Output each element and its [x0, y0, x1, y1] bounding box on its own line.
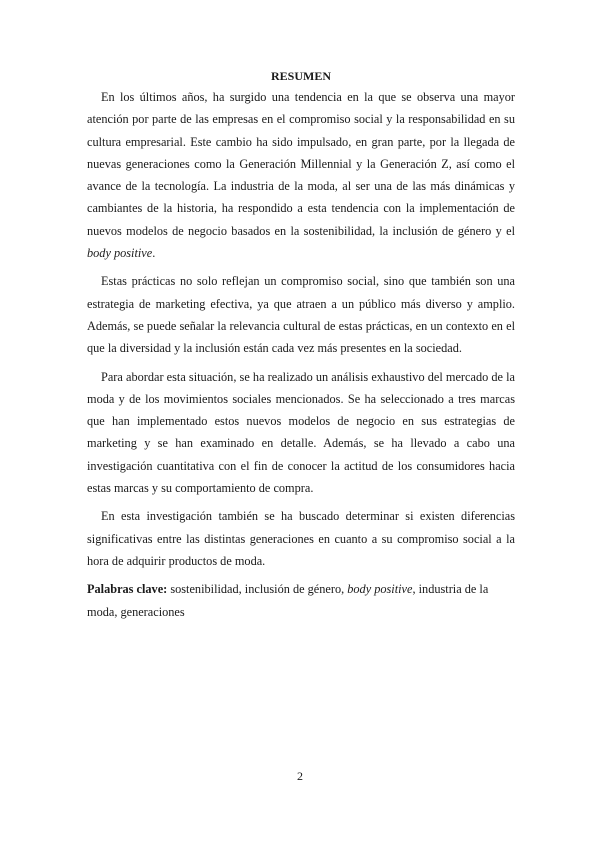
section-title: RESUMEN — [270, 69, 331, 83]
paragraph-text: Para abordar esta situación, se ha realizado un análisis exhaustivo del mercado de la moda y de los movimientos sociales mencionados. Se ha seleccionado a tres marcas que han implementado estos nuevos modelos de negocio en sus estrategias de marketing y se han examinado en detalle. Además, se ha llevado a cabo una investigación cuantitativa con el fin de conocer la actitud de los consumidores hacia estas marcas y su comportamiento de compra. — [87, 369, 515, 496]
document-body — [87, 66, 515, 623]
paragraph-italic-term: body positive — [87, 246, 153, 261]
paragraph-text: En los últimos años, ha surgido una tendencia en la que se observa una mayor atención por parte de las empresas en el compromiso social y la responsabilidad en su cultura empresarial. Este cambio ha sido impulsado, en gran parte, por la llegada de nuevas generaciones como la Generación Millennial y la Generación Z, así como el avance de la tecnología. La industria de la moda, al ser una de las más dinámicas y cambiantes de la historia, ha respondido a esta tendencia con la implementación de nuevos modelos de negocio basados en la sostenibilidad, la inclusión de género y el — [87, 90, 515, 238]
paragraph-text: En esta investigación también se ha buscado determinar si existen diferencias significativas entre las distintas generaciones en cuanto a su compromiso social a la hora de adquirir productos de moda. — [87, 509, 515, 568]
paragraph-4 — [87, 505, 515, 572]
page-number: 2 — [297, 769, 303, 783]
keywords-label: Palabras clave: — [87, 582, 168, 597]
paragraph-2 — [87, 270, 515, 359]
paragraph-1 — [87, 86, 515, 264]
keywords-text-end: , industria de la moda, generaciones — [87, 582, 489, 619]
paragraph-3 — [87, 366, 515, 500]
keywords-text: sostenibilidad, inclusión de género, — [167, 582, 348, 597]
keywords — [87, 578, 515, 623]
paragraph-text-end: . — [152, 246, 156, 261]
keywords-italic-term: body positive — [347, 582, 413, 597]
paragraph-text: Estas prácticas no solo reflejan un compromiso social, sino que también son una estrategia de marketing efectiva, ya que atraen a un público más diverso y amplio. Además, se puede señalar la relevancia cultural de estas prácticas, en un contexto en el que la diversidad y la inclusión están cada vez más presentes en la sociedad. — [87, 274, 515, 356]
